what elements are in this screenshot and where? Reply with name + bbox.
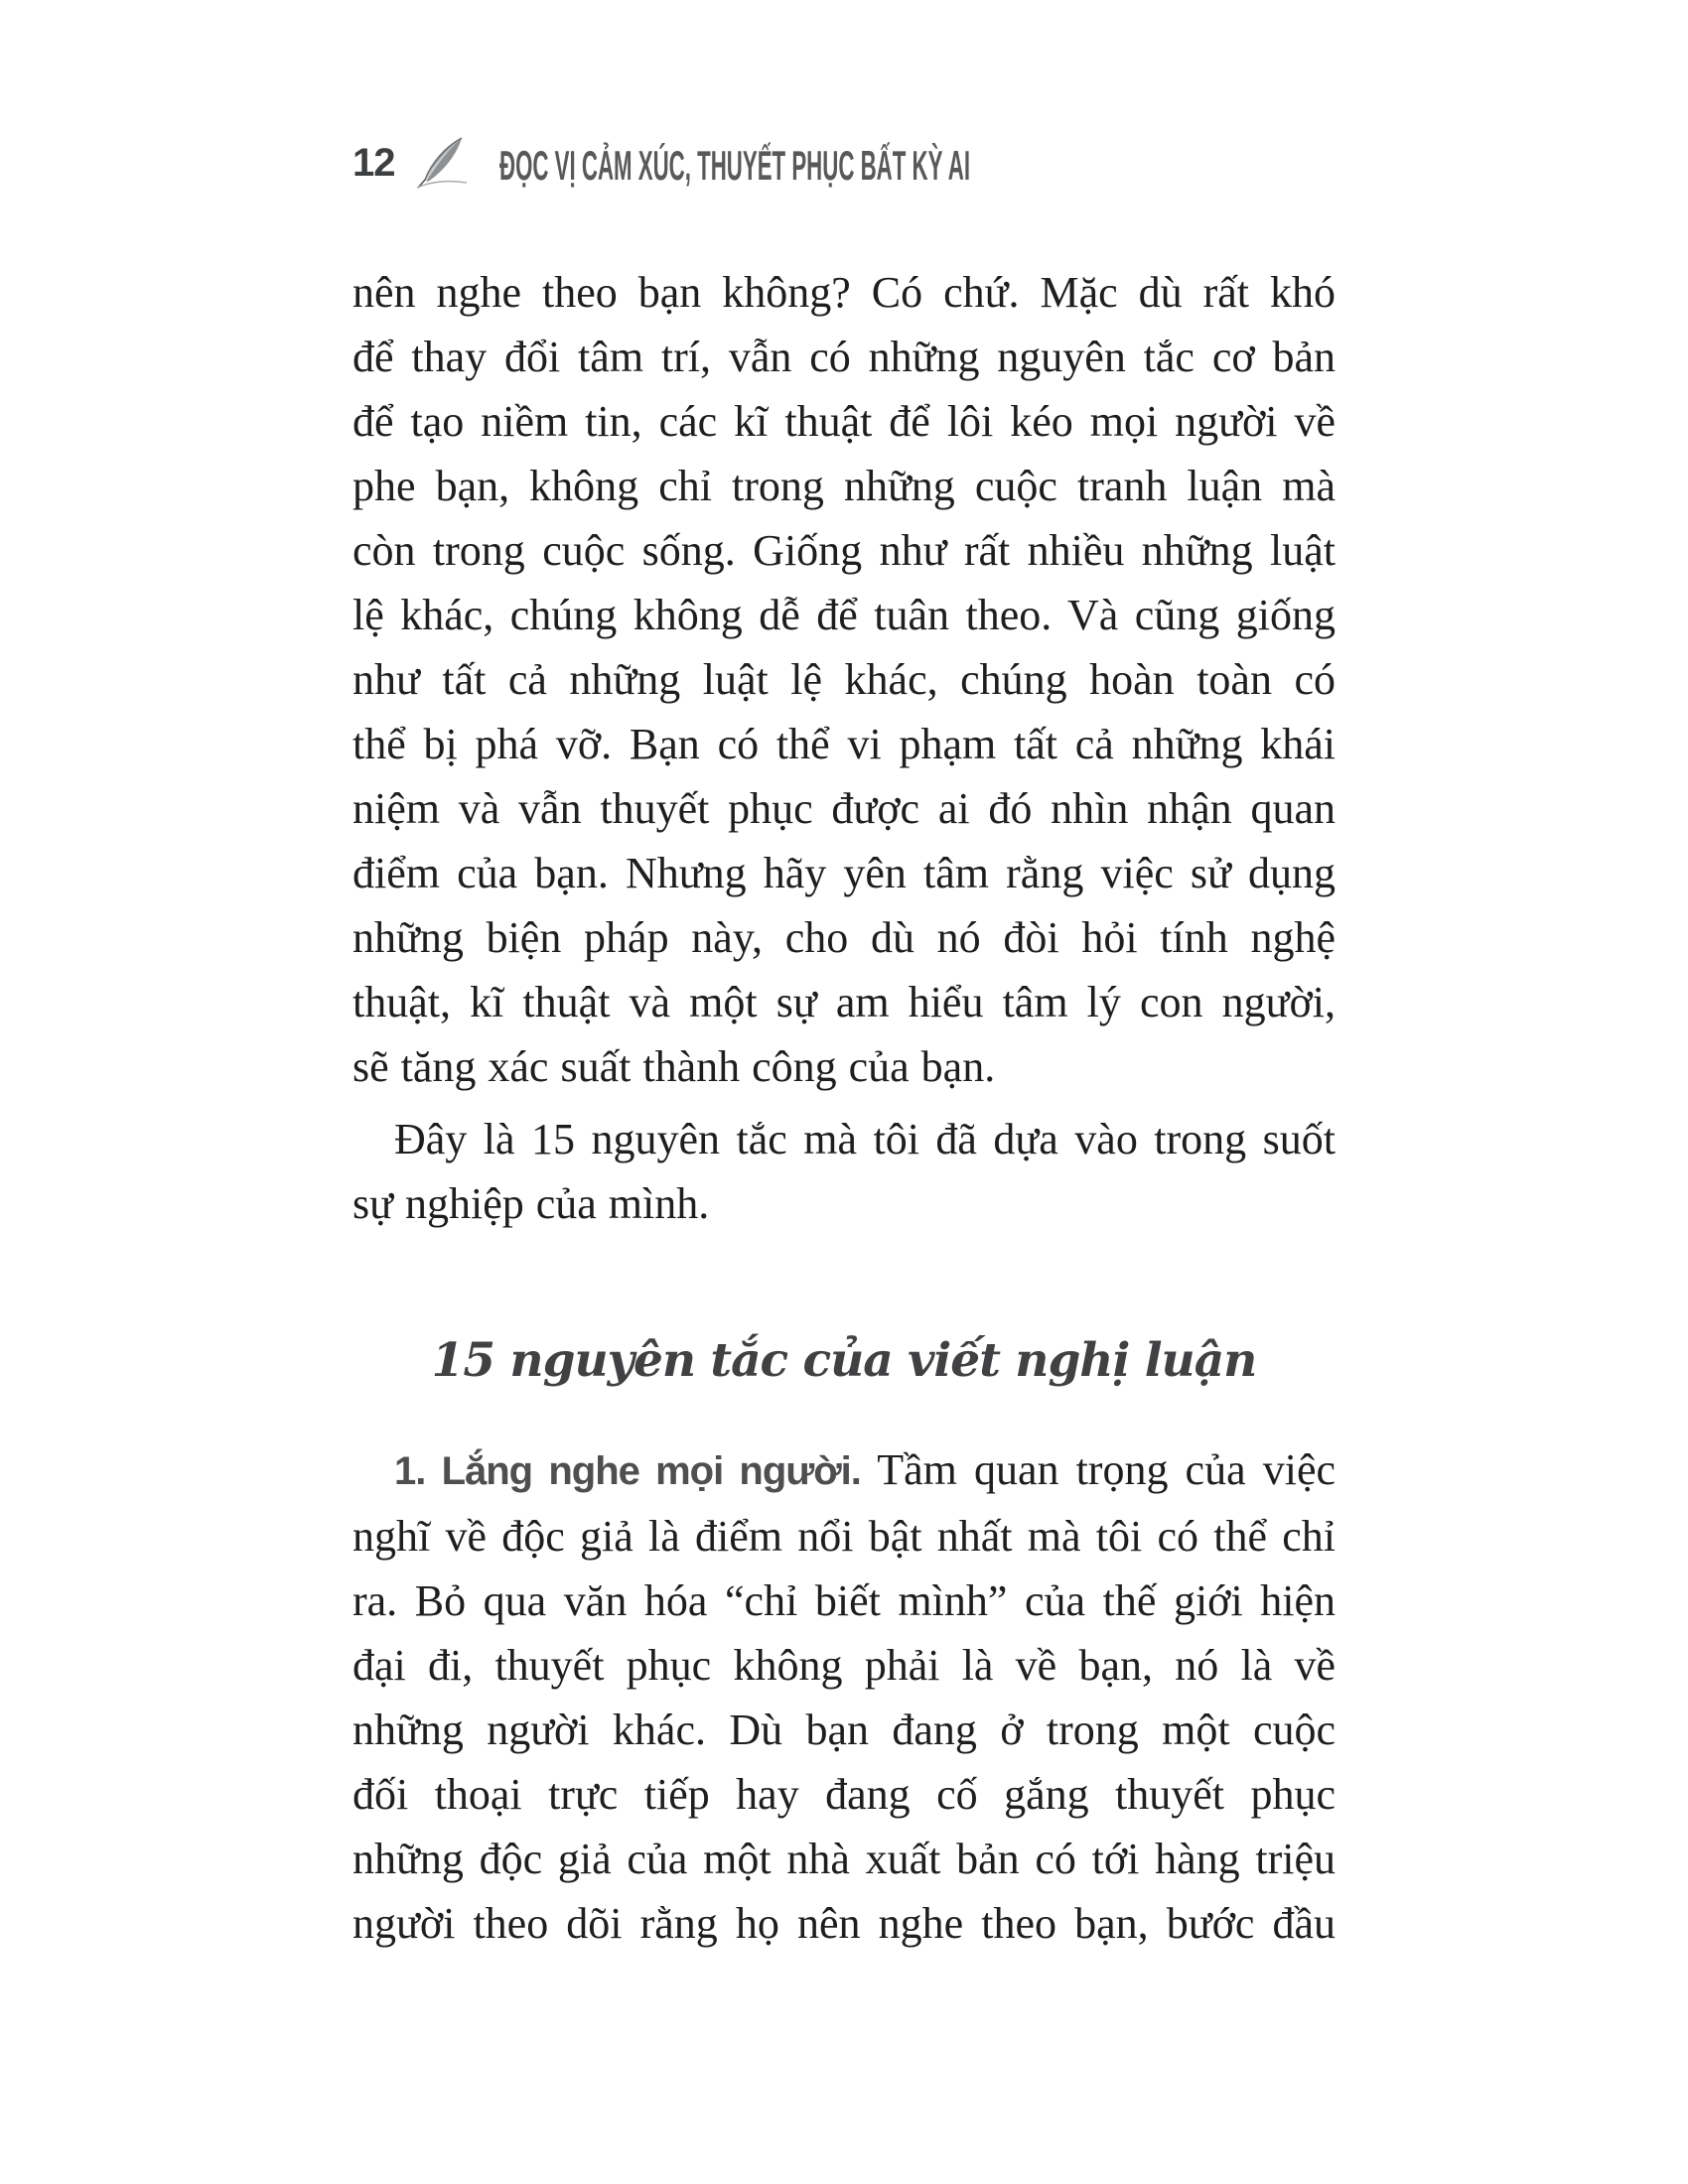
text-line: còn trong cuộc sống. Giống như rất nhiều những luật — [352, 526, 1336, 575]
text-line: phe bạn, không chỉ trong những cuộc tranh luận mà — [352, 462, 1336, 510]
text-line: 1. Lắng nghe mọi người. Tầm quan trọng của việc — [394, 1445, 1336, 1494]
text-line: để tạo niềm tin, các kĩ thuật để lôi kéo mọi người về — [352, 397, 1336, 446]
text-line: sẽ tăng xác suất thành công của bạn. — [352, 1042, 996, 1091]
quill-feather-icon — [412, 135, 470, 191]
page-number: 12 — [352, 141, 395, 185]
text-line: nghĩ về độc giả là điểm nổi bật nhất mà tôi có thể chỉ — [352, 1512, 1336, 1561]
text-line: thuật, kĩ thuật và một sự am hiểu tâm lý con người, — [352, 978, 1336, 1026]
text-line: Đây là 15 nguyên tắc mà tôi đã dựa vào trong suốt — [394, 1115, 1336, 1163]
paragraph-continued — [352, 260, 1336, 1099]
text-line: sự nghiệp của mình. — [352, 1179, 710, 1228]
principle-number-lead: 1. Lắng nghe mọi người. — [394, 1449, 861, 1493]
text-line: như tất cả những luật lệ khác, chúng hoàn toàn có — [352, 655, 1336, 704]
running-header — [352, 137, 1345, 193]
text-line: điểm của bạn. Nhưng hãy yên tâm rằng việc sử dụng — [352, 849, 1336, 897]
paragraph-principle-1 — [352, 1437, 1336, 1956]
paragraph-intro-principles — [352, 1107, 1336, 1236]
text-line: thể bị phá vỡ. Bạn có thể vi phạm tất cả những khái — [352, 720, 1336, 768]
text-line: để thay đổi tâm trí, vẫn có những nguyên tắc cơ bản — [352, 333, 1336, 381]
text-line: lệ khác, chúng không dễ để tuân theo. Và cũng giống — [352, 591, 1336, 639]
text-line: những người khác. Dù bạn đang ở trong một cuộc — [352, 1706, 1336, 1754]
text-line: đối thoại trực tiếp hay đang cố gắng thuyết phục — [352, 1770, 1336, 1819]
text-line: những biện pháp này, cho dù nó đòi hỏi tính nghệ — [352, 913, 1336, 962]
section-heading: 15 nguyên tắc của viết nghị luận — [431, 1333, 1257, 1388]
text-line: ra. Bỏ qua văn hóa “chỉ biết mình” của thế giới hiện — [352, 1576, 1336, 1625]
text-line: người theo dõi rằng họ nên nghe theo bạn, bước đầu — [352, 1899, 1336, 1948]
text-line: đại đi, thuyết phục không phải là về bạn, nó là về — [352, 1641, 1336, 1690]
text-line: niệm và vẫn thuyết phục được ai đó nhìn nhận quan — [352, 784, 1336, 833]
text-line: những độc giả của một nhà xuất bản có tới hàng triệu — [352, 1835, 1336, 1883]
text-line: nên nghe theo bạn không? Có chứ. Mặc dù rất khó — [352, 268, 1336, 317]
running-header-title: ĐỌC VỊ CẢM XÚC, THUYẾT PHỤC BẤT KỲ AI — [499, 142, 971, 189]
